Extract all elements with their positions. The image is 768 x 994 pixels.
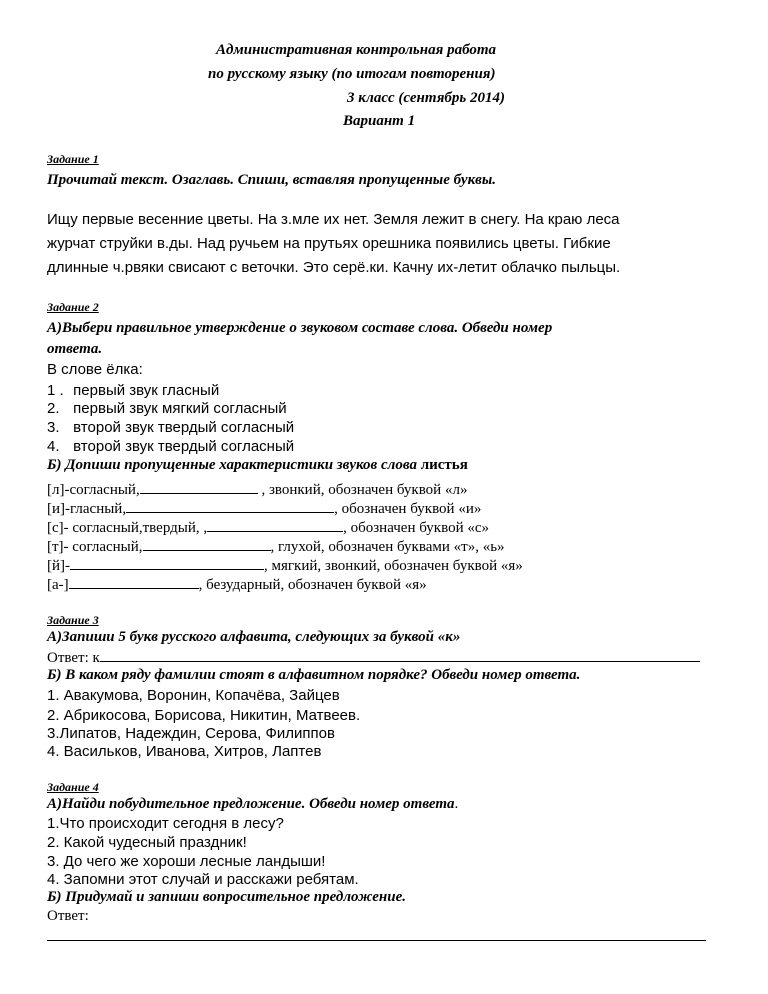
task2-instruction-a: А)Выбери правильное утверждение о звуковом составе слова. Обведи номер [47, 320, 553, 336]
sound-line [47, 576, 427, 594]
sound-line [47, 557, 523, 575]
task4-option: 3. До чего же хороши лесные ландыши! [47, 853, 326, 870]
sound-line [47, 500, 481, 518]
blank-field[interactable] [140, 481, 258, 494]
task4-option: 2. Какой чудесный праздник! [47, 834, 247, 851]
sound-line [47, 519, 489, 537]
sound-line-prefix: [л]-согласный, [47, 482, 140, 498]
task1-text-line: журчат струйки в.ды. Над ручьем на прутьях орешника появились цветы. Гибкие [47, 235, 611, 252]
task1-text-line: Ищу первые весенние цветы. На з.мле их нет. Земля лежит в снегу. На краю леса [47, 211, 620, 228]
task2-option [47, 438, 294, 455]
task4-answer-prefix: Ответ: [47, 908, 89, 924]
option-text: второй звук твердый согласный [73, 438, 295, 455]
sound-line-suffix: , безударный, обозначен буквой «я» [198, 577, 427, 593]
task3-instruction-a: А)Запиши 5 букв русского алфавита, следующих за буквой «к» [47, 629, 461, 645]
sound-line-suffix: , глухой, обозначен буквами «т», «ь» [270, 539, 505, 555]
task2-option [47, 419, 294, 436]
blank-field[interactable] [143, 538, 271, 551]
task4-option: 1.Что происходит сегодня в лесу? [47, 815, 284, 832]
task2-option [47, 382, 219, 399]
instruction-a-text: А)Найди побудительное предложение. Обведи номер ответа [47, 796, 455, 812]
task2-instruction-b [47, 457, 468, 474]
header-class: 3 класс (сентябрь 2014) [347, 90, 506, 106]
task3-option: 4. Васильков, Иванова, Хитров, Лаптев [47, 743, 322, 760]
blank-field[interactable] [207, 519, 343, 532]
instruction-b-text: Б) Допиши пропущенные характеристики звуков слова [47, 457, 417, 473]
task4-instruction-a [47, 796, 458, 813]
task3-option: 1. Авакумова, Воронин, Копачёва, Зайцев [47, 687, 340, 704]
task3-answer-line [47, 649, 700, 667]
option-text: второй звук твердый согласный [73, 419, 295, 436]
task3-option: 3.Липатов, Надеждин, Серова, Филиппов [47, 725, 335, 742]
option-number: 4. [47, 438, 60, 455]
task1-text-line: длинные ч.рвяки свисают с веточки. Это серё.ки. Качну их-летит облачко пыльцы. [47, 259, 621, 276]
sound-line-suffix: , обозначен буквой «с» [343, 520, 490, 536]
instruction-a-dot: . [454, 796, 459, 812]
task2-option [47, 400, 287, 417]
task4-label: Задание 4 [47, 780, 99, 794]
sound-line-suffix: , звонкий, обозначен буквой «л» [257, 482, 468, 498]
task1-instruction: Прочитай текст. Озаглавь. Спиши, вставляя пропущенные буквы. [47, 172, 497, 188]
blank-field[interactable] [70, 557, 264, 570]
task2-instruction-a-cont: ответа. [47, 341, 103, 357]
sound-line-prefix: [т]- согласный, [47, 539, 143, 555]
sound-line-prefix: [с]- согласный,твердый, , [47, 520, 208, 536]
task1-label: Задание 1 [47, 152, 99, 166]
option-text: первый звук мягкий согласный [73, 400, 287, 417]
sound-line [47, 538, 505, 556]
answer-line[interactable] [47, 940, 706, 941]
header-subject: по русскому языку (по итогам повторения) [208, 66, 496, 82]
answer-field[interactable] [100, 649, 700, 662]
task4-option: 4. Запомни этот случай и расскажи ребятам. [47, 871, 359, 888]
task2-intro: В слове ёлка: [47, 361, 143, 378]
instruction-b-word: листья [420, 457, 468, 473]
header-variant: Вариант 1 [343, 113, 416, 129]
task3-option: 2. Абрикосова, Борисова, Никитин, Матвеев. [47, 707, 361, 724]
sound-line-prefix: [а-] [47, 577, 69, 593]
task3-instruction-b: Б) В каком ряду фамилии стоят в алфавитном порядке? Обведи номер ответа. [47, 667, 581, 683]
sound-line-suffix: , мягкий, звонкий, обозначен буквой «я» [264, 558, 523, 574]
sound-line-prefix: [й]- [47, 558, 71, 574]
sound-line-suffix: , обозначен буквой «и» [334, 501, 482, 517]
option-number: 1 . [47, 382, 64, 399]
blank-field[interactable] [126, 500, 334, 513]
option-number: 3. [47, 419, 60, 436]
blank-field[interactable] [69, 576, 199, 589]
option-number: 2. [47, 400, 60, 417]
task4-instruction-b: Б) Придумай и запиши вопросительное предложение. [47, 889, 406, 905]
task3-label: Задание 3 [47, 613, 99, 627]
sound-line-prefix: [и]-гласный, [47, 501, 127, 517]
option-text: первый звук гласный [73, 382, 220, 399]
task2-label: Задание 2 [47, 300, 99, 314]
sound-line [47, 481, 467, 499]
header-title: Административная контрольная работа [216, 42, 497, 58]
answer-prefix: Ответ: к [47, 650, 100, 666]
